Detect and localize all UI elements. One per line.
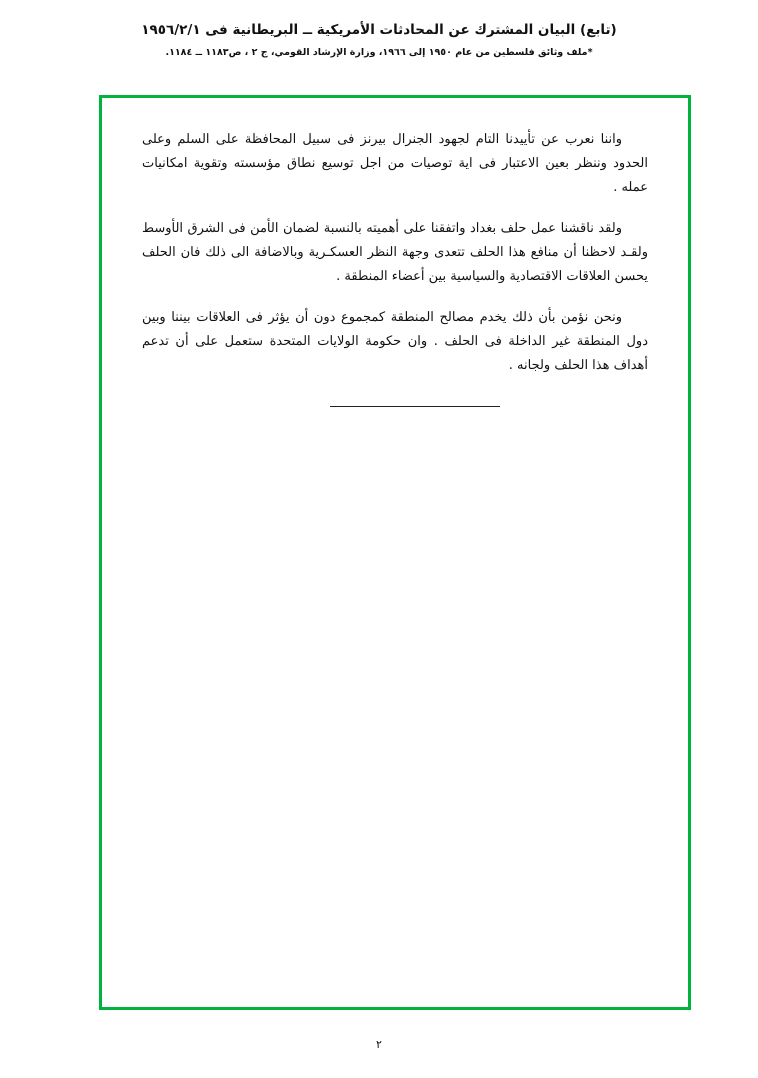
page-number: ٢	[376, 1038, 382, 1051]
paragraph-1	[142, 128, 648, 200]
paragraph-text: ولقد ناقشنا عمل حلف بغداد واتفقنا على أهميته بالنسبة لضمان الأمن فى الشرق الأوسط ولقـد لاحظنا أن منافع هذا الحلف تتعدى وجهة النظر العسكـرية وبالاضافة الى ذلك فان الحلف يحسن العلاقات الاقتصادية والسياسية بين أعضاء المنطقة .	[142, 221, 648, 285]
paragraph-text: ونحن نؤمن بأن ذلك يخدم مصالح المنطقة كمجموع دون أن يؤثر فى العلاقات بيننا وبين دول المنطقة غير الداخلة فى الحلف . وان حكومة الولايات المتحدة ستعمل على أن تدعم أهداف هذا الحلف ولجانه .	[142, 310, 648, 374]
page-footer	[0, 1038, 758, 1051]
green-content-frame	[99, 95, 691, 1010]
paragraph-3	[142, 306, 648, 378]
horizontal-divider	[330, 406, 500, 407]
document-body	[102, 98, 688, 407]
page-title: (تابع) البيان المشترك عن المحادثات الأمريكية ــ البريطانية فى ١٩٥٦/٢/١	[141, 22, 617, 38]
paragraph-2	[142, 217, 648, 289]
page-header	[0, 0, 758, 59]
source-citation: *ملف وثائق فلسطين من عام ١٩٥٠ إلى ١٩٦٦، وزارة الإرشاد القومي، ج ٢ ، ص١١٨٣ ــ ١١٨٤.	[165, 46, 593, 58]
paragraph-text: واننا نعرب عن تأييدنا التام لجهود الجنرال بيرنز فى سبيل المحافظة على السلم وعلى الحدود وننظر بعين الاعتبار فى اية توصيات من اجل توسيع نطاق مؤسسته وتقوية امكانيات عمله .	[142, 132, 648, 196]
